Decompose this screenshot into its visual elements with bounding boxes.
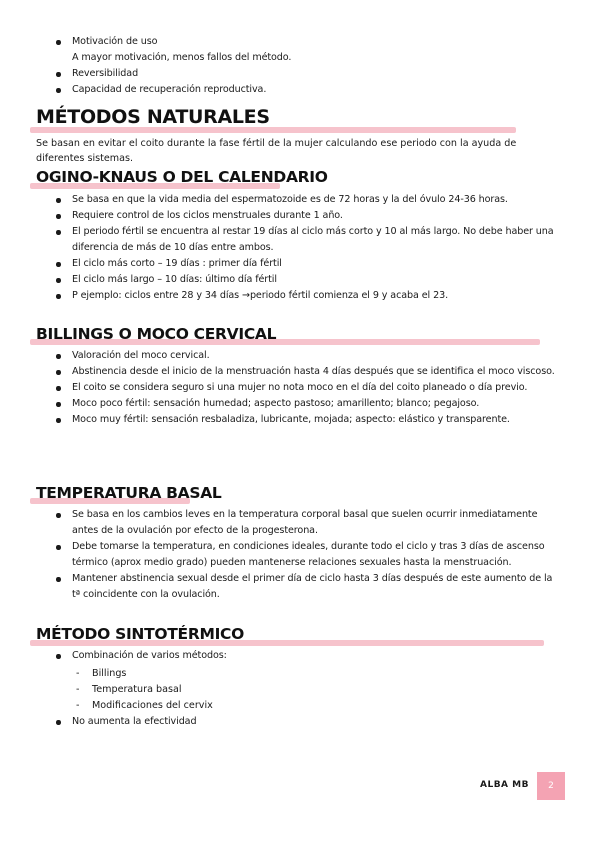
list-item-text: Se basa en los cambios leves en la temperatura corporal basal que suelen ocurrir inmediatamente antes de la ovulación por efecto de la progesterona. bbox=[72, 509, 538, 536]
section-heading-ogino: OGINO-KNAUS O DEL CALENDARIO bbox=[36, 168, 328, 186]
list-item bbox=[0, 396, 600, 412]
list-item bbox=[0, 224, 600, 256]
sintotermico-list bbox=[0, 648, 600, 664]
list-item bbox=[0, 380, 600, 396]
sub-list-item bbox=[76, 698, 213, 714]
sintotermico-sublist bbox=[76, 666, 213, 714]
section-heading-temperatura: TEMPERATURA BASAL bbox=[36, 484, 222, 502]
list-item bbox=[0, 34, 600, 66]
sub-list-item bbox=[76, 666, 213, 682]
list-item-text: El periodo fértil se encuentra al restar 19 días al ciclo más corto y 10 al más largo. No debe haber una diferencia de más de 10 días entre ambos. bbox=[72, 226, 554, 253]
list-item bbox=[0, 256, 600, 272]
section-heading-metodos-naturales: MÉTODOS NATURALES bbox=[36, 106, 270, 128]
section-paragraph: Se basan en evitar el coito durante la fase fértil de la mujer calculando ese periodo con la ayuda de diferentes sistemas. bbox=[36, 138, 517, 164]
list-item-text: El ciclo más largo – 10 días: último día fértil bbox=[72, 274, 277, 285]
sintotermico-list-2 bbox=[0, 714, 600, 730]
footer-author: ALBA MB bbox=[480, 780, 529, 790]
list-item-text: El ciclo más corto – 19 días : primer día fértil bbox=[72, 258, 282, 269]
list-item bbox=[0, 66, 600, 82]
list-item bbox=[0, 272, 600, 288]
list-item bbox=[0, 348, 600, 364]
list-item-text: Combinación de varios métodos: bbox=[72, 650, 227, 661]
list-item-text: Reversibilidad bbox=[72, 68, 139, 79]
sub-list-item-text: Temperatura basal bbox=[92, 684, 182, 695]
list-item bbox=[0, 412, 600, 428]
list-item-subtext: A mayor motivación, menos fallos del método. bbox=[72, 52, 292, 63]
temperatura-list bbox=[0, 507, 600, 603]
list-item-text: Mantener abstinencia sexual desde el primer día de ciclo hasta 3 días después de este aumento de la tª coincidente con la ovulación. bbox=[72, 573, 553, 600]
list-item-text: Valoración del moco cervical. bbox=[72, 350, 210, 361]
ogino-list bbox=[0, 192, 600, 304]
section-heading-billings: BILLINGS O MOCO CERVICAL bbox=[36, 325, 277, 343]
list-item bbox=[0, 507, 600, 539]
list-item bbox=[0, 288, 600, 304]
list-item-text: Capacidad de recuperación reproductiva. bbox=[72, 84, 267, 95]
sub-list-item-text: Billings bbox=[92, 668, 127, 679]
list-item bbox=[0, 539, 600, 571]
list-item-text: Debe tomarse la temperatura, en condiciones ideales, durante todo el ciclo y tras 3 días de ascenso térmico (aprox medio grado) pueden mantenerse relaciones sexuales hasta la menstruación. bbox=[72, 541, 545, 568]
list-item-text: Se basa en que la vida media del espermatozoide es de 72 horas y la del óvulo 24-36 horas. bbox=[72, 194, 508, 205]
list-item-text: Requiere control de los ciclos menstruales durante 1 año. bbox=[72, 210, 343, 221]
list-item-text: Moco poco fértil: sensación humedad; aspecto pastoso; amarillento; blanco; pegajoso. bbox=[72, 398, 480, 409]
list-item-text: P ejemplo: ciclos entre 28 y 34 días →periodo fértil comienza el 9 y acaba el 23. bbox=[72, 290, 449, 301]
list-item-text: Motivación de uso bbox=[72, 36, 158, 47]
list-item bbox=[0, 192, 600, 208]
sub-list-item-text: Modificaciones del cervix bbox=[92, 700, 213, 711]
list-item-text: No aumenta la efectividad bbox=[72, 716, 197, 727]
list-item-text: Moco muy fértil: sensación resbaladiza, lubricante, mojada; aspecto: elástico y transparente. bbox=[72, 414, 510, 425]
list-item bbox=[0, 364, 600, 380]
list-item bbox=[0, 714, 600, 730]
page-number-badge: 2 bbox=[537, 772, 565, 800]
list-item-text: El coito se considera seguro si una mujer no nota moco en el día del coito planeado o día previo. bbox=[72, 382, 528, 393]
list-item bbox=[0, 208, 600, 224]
list-item bbox=[0, 571, 600, 603]
list-item bbox=[0, 648, 600, 664]
sub-list-item bbox=[76, 682, 213, 698]
list-item-text: Abstinencia desde el inicio de la menstruación hasta 4 días después que se identifica el moco viscoso. bbox=[72, 366, 555, 377]
list-item bbox=[0, 82, 600, 98]
top-bullet-list bbox=[0, 34, 600, 98]
billings-list bbox=[0, 348, 600, 428]
section-heading-sintotermico: MÉTODO SINTOTÉRMICO bbox=[36, 625, 244, 643]
